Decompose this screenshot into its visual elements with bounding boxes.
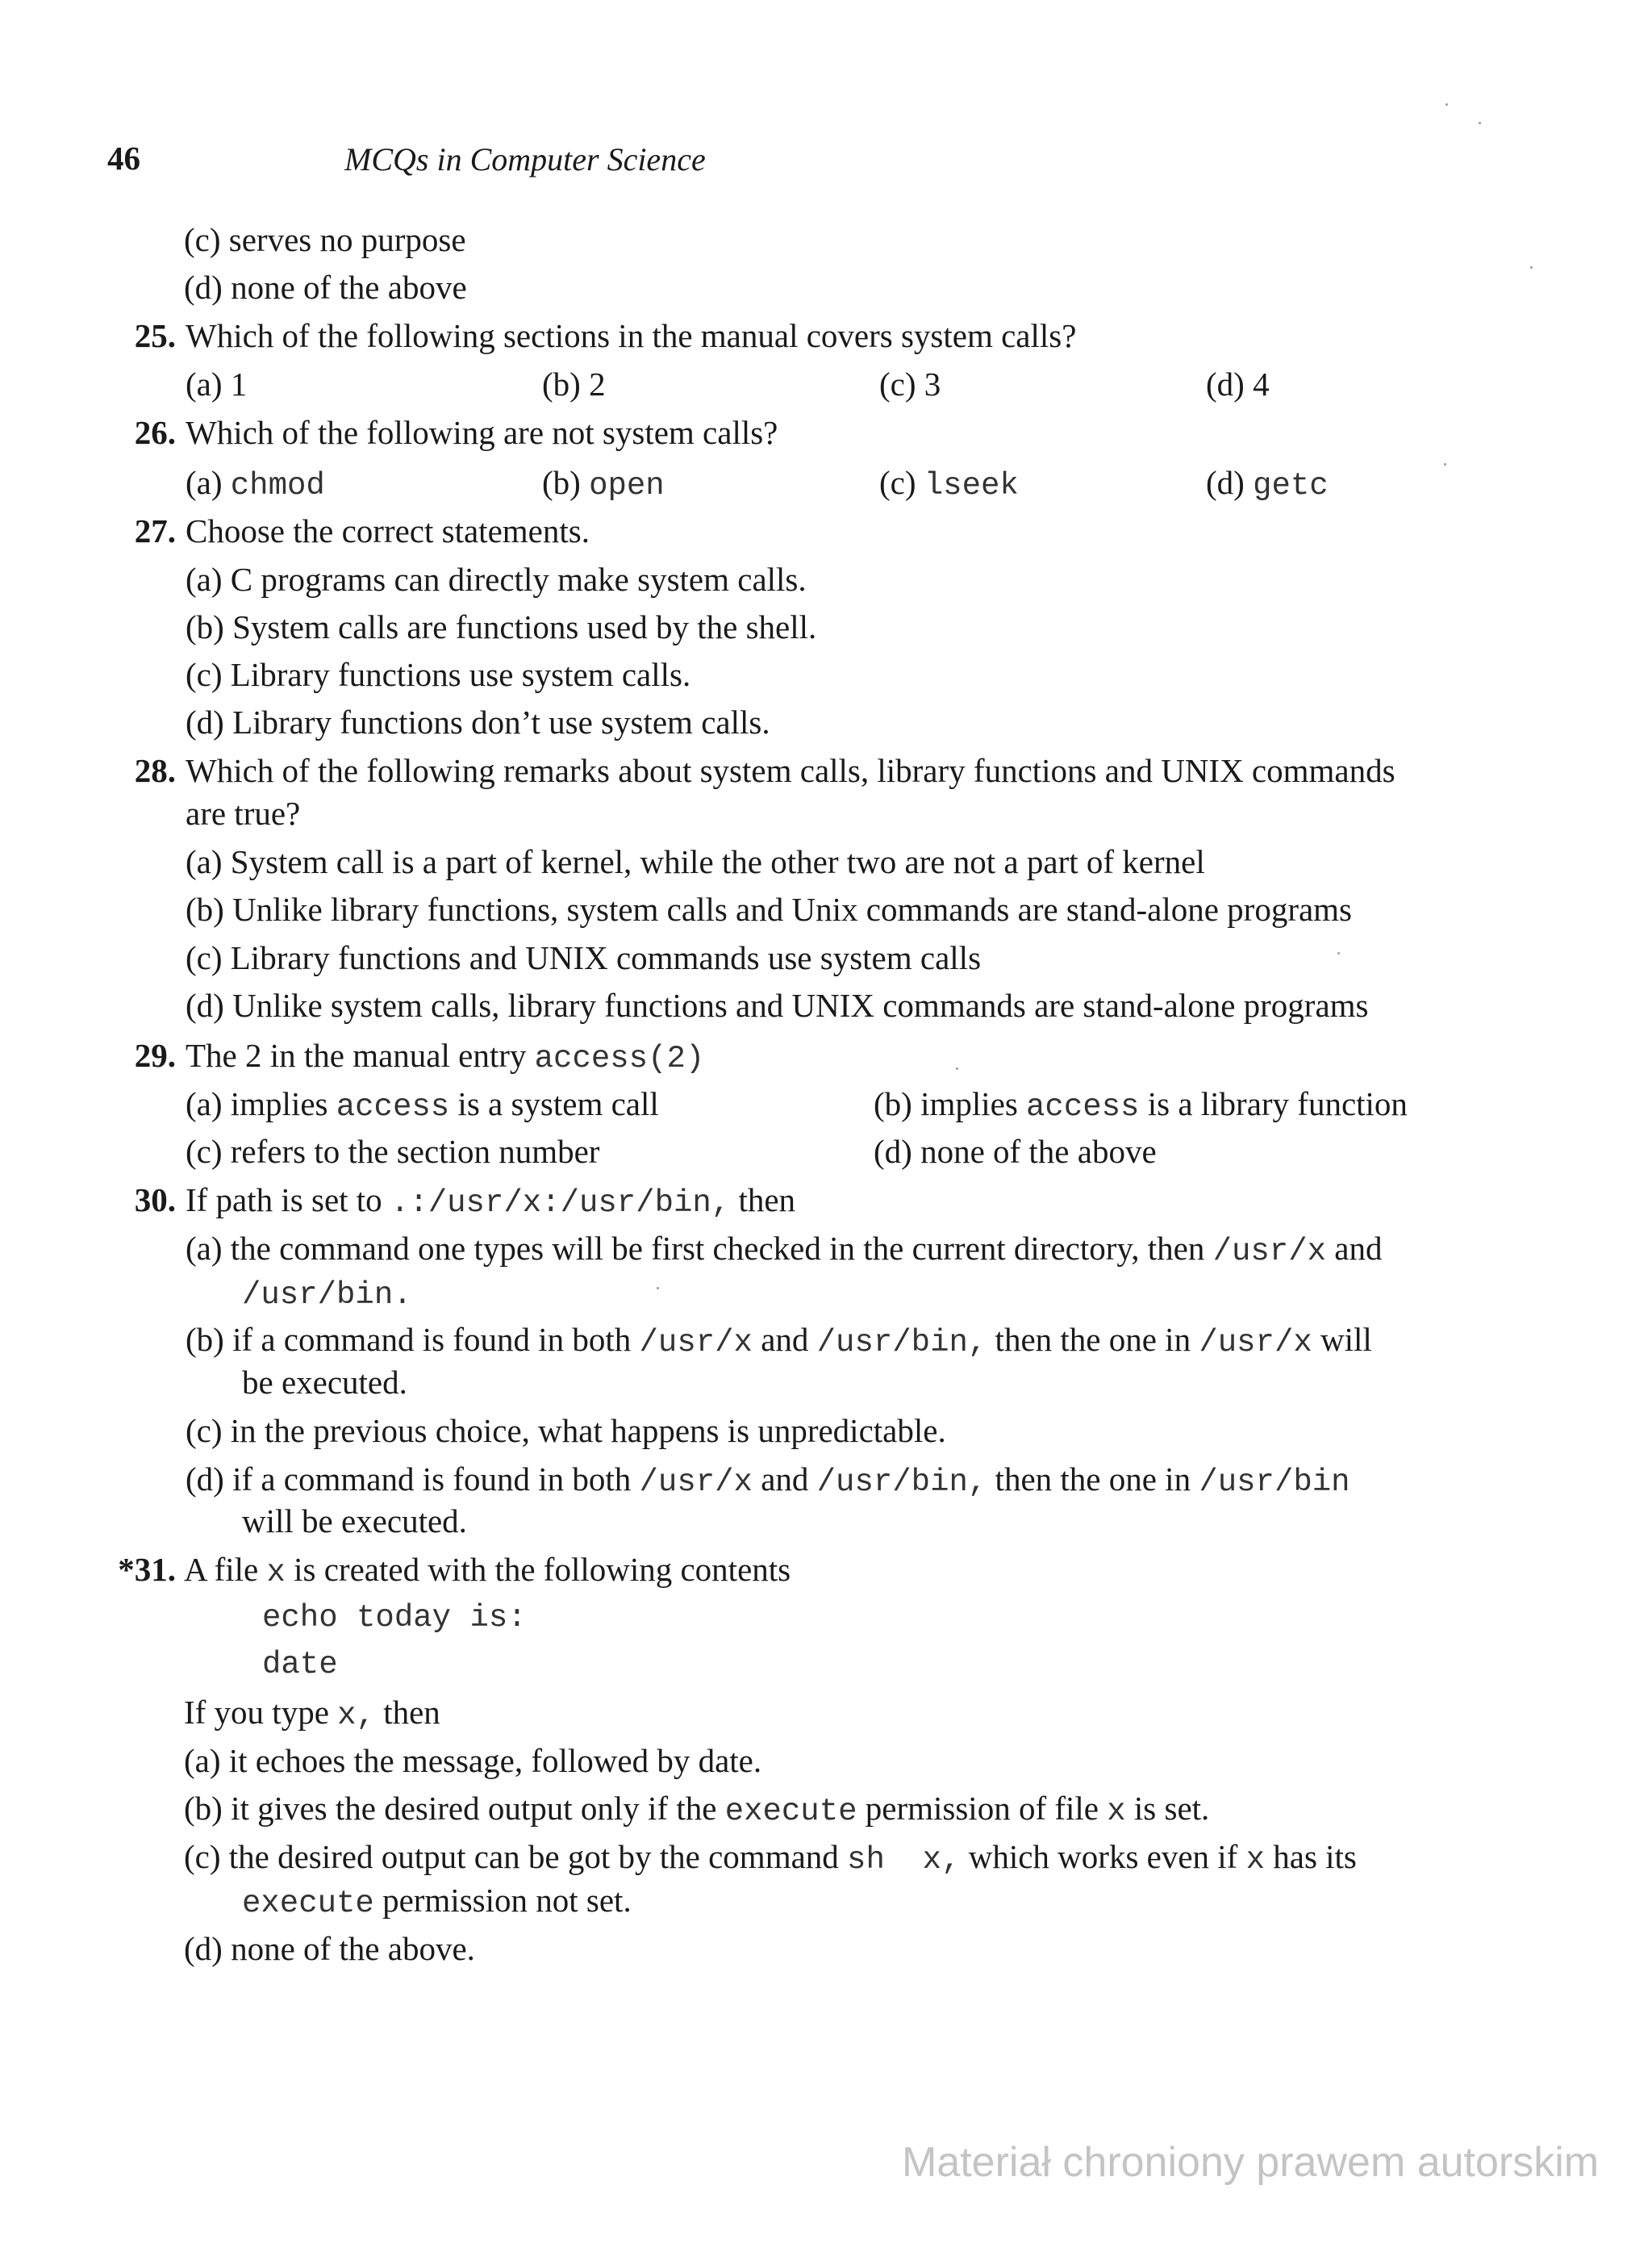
option-text: it echoes the message, followed by date. (228, 1742, 762, 1779)
option-code: /usr/x (1199, 1325, 1312, 1360)
option-text: is set. (1133, 1790, 1210, 1827)
option-text: Library functions and UNIX commands use system calls (230, 939, 982, 976)
option-c (184, 1836, 1357, 1880)
option-text: will (1320, 1321, 1372, 1358)
option-text: it gives the desired output only if the (231, 1790, 717, 1827)
option-label: (b) (186, 608, 224, 645)
option-d (874, 1131, 1157, 1172)
option-b (184, 1788, 1209, 1832)
scan-speck (1530, 266, 1533, 269)
question-text: Which of the following sections in the manual covers system calls? (186, 317, 1077, 354)
option-label: (d) (1206, 464, 1245, 501)
option-code: /usr/x (1212, 1234, 1327, 1269)
option-text: none of the above (920, 1133, 1157, 1170)
option-code: access (1026, 1089, 1140, 1125)
option-text: the command one types will be first checked in the current directory, then (230, 1230, 1205, 1267)
option-label: (a) (186, 843, 223, 880)
option-label: (c) (184, 1838, 221, 1875)
option-label: (a) (186, 561, 223, 598)
option-c (879, 364, 941, 404)
followup-plain: then (383, 1694, 440, 1731)
question-text (186, 1180, 795, 1223)
question-text-continued: are true? (186, 795, 301, 832)
option-text: which works even if (968, 1838, 1238, 1875)
file-name-code: x (266, 1555, 286, 1590)
option-label: (a) (186, 464, 223, 501)
option-text: Library functions use system calls. (230, 656, 691, 693)
running-title: MCQs in Computer Science (344, 141, 706, 178)
option-b (542, 364, 606, 404)
option-text: 1 (230, 366, 248, 403)
option-text: in the previous choice, what happens is unpredictable. (230, 1412, 946, 1449)
option-label: (d) (186, 987, 224, 1024)
option-label: (a) (184, 1742, 221, 1779)
option-c (879, 462, 1019, 506)
code-line: date (262, 1647, 338, 1682)
option-label: (c) (186, 1133, 223, 1170)
scan-speck (1444, 463, 1446, 466)
option-code: x (1107, 1794, 1126, 1829)
option-text: System calls are functions used by the shell. (232, 608, 817, 645)
option-d-continued: will be executed. (242, 1502, 467, 1540)
question-text-plain: The 2 in the manual entry (186, 1037, 527, 1074)
option-c (186, 654, 690, 695)
option-text: and (1334, 1230, 1383, 1267)
option-d (1206, 364, 1270, 404)
question-text: Which of the following remarks about system calls, library functions and UNIX commands (186, 752, 1395, 789)
question-number: 30. (134, 1181, 176, 1218)
option-text: and (761, 1321, 809, 1358)
followup-plain: If you type (184, 1694, 329, 1731)
option-a-continued (242, 1272, 412, 1315)
option-label: (d) (186, 704, 224, 741)
option-code: /usr/x (639, 1325, 753, 1360)
option-label: (a) (186, 366, 223, 403)
copyright-watermark: Materiał chroniony prawem autorskim (902, 2139, 1600, 2186)
option-text: then the one in (995, 1321, 1191, 1358)
option-a (184, 1740, 761, 1781)
option-a (186, 462, 325, 506)
option-text: System call is a part of kernel, while the other two are not a part of kernel (230, 843, 1205, 880)
option-label: (d) (186, 1460, 224, 1498)
option-code: /usr/bin. (242, 1277, 412, 1313)
option-text: none of the above (231, 269, 467, 306)
scan-speck (657, 1287, 659, 1289)
option-code: /usr/x (639, 1464, 753, 1500)
option-code: lseek (924, 468, 1019, 503)
option-b (186, 607, 816, 647)
option-d (186, 1459, 1350, 1502)
option-a (186, 1084, 659, 1127)
option-text: 4 (1253, 366, 1270, 403)
scan-speck (1337, 952, 1340, 955)
option-d (184, 1928, 475, 1969)
option-a (186, 364, 247, 404)
question-number: 28. (134, 752, 176, 789)
option-b-continued: be executed. (242, 1364, 407, 1401)
option-text: the desired output can be got by the command (228, 1838, 839, 1875)
scan-speck (1446, 103, 1448, 106)
option-d (1206, 462, 1329, 506)
option-d (186, 985, 1369, 1026)
option-label: (b) (542, 464, 581, 501)
option-text: 3 (924, 366, 941, 403)
option-c (186, 938, 981, 978)
option-label: (a) (186, 1230, 223, 1267)
option-code: /usr/bin, (816, 1464, 987, 1500)
question-text-plain: If path is set to (186, 1181, 382, 1218)
question-number: 29. (134, 1037, 176, 1074)
option-label: (d) (1206, 366, 1245, 403)
option-text: permission not set. (382, 1882, 632, 1919)
option-code: access (336, 1089, 450, 1125)
question-number: 25. (134, 317, 176, 354)
option-code: x (1245, 1842, 1265, 1878)
option-a (186, 1228, 1382, 1272)
question-number: *31. (118, 1551, 176, 1588)
question-text-plain: A file (184, 1551, 259, 1588)
option-text: then the one in (995, 1460, 1191, 1498)
option-text: Unlike system calls, library functions and UNIX commands are stand-alone programs (232, 987, 1369, 1024)
option-code: /usr/bin, (816, 1325, 987, 1360)
option-label: (d) (874, 1133, 912, 1170)
option-text: permission of file (865, 1790, 1099, 1827)
option-text: if a command is found in both (232, 1321, 632, 1358)
option-text: is a system call (457, 1085, 659, 1122)
option-b (186, 889, 1352, 930)
question-text: Choose the correct statements. (186, 512, 590, 549)
question-text (186, 1035, 704, 1079)
option-label: (a) (186, 1085, 223, 1122)
option-label: (b) (184, 1790, 223, 1827)
option-label: (c) (186, 939, 223, 976)
option-text: if a command is found in both (232, 1460, 632, 1498)
option-label: (b) (186, 1321, 224, 1358)
option-d (184, 267, 467, 307)
option-text: is a library function (1147, 1085, 1408, 1122)
option-a (186, 559, 807, 600)
option-label: (c) (186, 656, 223, 693)
option-b (874, 1084, 1408, 1127)
option-label: (c) (879, 464, 916, 501)
path-code: .:/usr/x:/usr/bin, (390, 1185, 731, 1221)
question-text-plain: then (738, 1181, 796, 1218)
question-text-plain: is created with the following contents (294, 1551, 791, 1588)
option-text: refers to the section number (230, 1133, 600, 1170)
page-number: 46 (107, 140, 140, 177)
option-d (186, 702, 770, 742)
option-text: 2 (589, 366, 606, 403)
option-code: open (589, 468, 665, 503)
option-code: /usr/bin (1199, 1464, 1350, 1500)
question-number: 26. (134, 414, 176, 451)
option-c-continued (242, 1880, 632, 1924)
followup-text (184, 1692, 440, 1736)
option-text: serves no purpose (228, 221, 466, 258)
manual-entry-code: access(2) (534, 1041, 705, 1076)
option-text: and (761, 1460, 809, 1498)
option-code: sh x, (847, 1842, 961, 1878)
option-b (186, 1319, 1372, 1363)
option-label: (b) (874, 1085, 912, 1122)
option-text: C programs can directly make system calls. (230, 561, 807, 598)
option-label: (c) (879, 366, 916, 403)
option-text: implies (230, 1085, 328, 1122)
scan-speck (956, 1067, 958, 1070)
option-a (186, 842, 1205, 882)
option-code: chmod (230, 468, 325, 503)
option-label: (b) (542, 366, 581, 403)
option-text: Library functions don’t use system calls. (232, 704, 770, 741)
option-b (542, 462, 665, 506)
code-line: echo today is: (262, 1600, 527, 1636)
option-label: (d) (184, 1930, 223, 1967)
question-text (184, 1549, 791, 1593)
scan-speck (1479, 122, 1481, 124)
option-text: has its (1273, 1838, 1357, 1875)
option-text: Unlike library functions, system calls and Unix commands are stand-alone programs (232, 891, 1353, 928)
option-label: (c) (184, 221, 221, 258)
option-code: execute (242, 1886, 374, 1921)
followup-code: x, (337, 1698, 375, 1733)
option-c (186, 1410, 946, 1451)
option-code: execute (724, 1794, 857, 1829)
option-c (186, 1131, 599, 1172)
option-label: (d) (184, 269, 223, 306)
option-c (184, 219, 466, 260)
option-label: (c) (186, 1412, 223, 1449)
option-code: getc (1253, 468, 1329, 503)
option-label: (b) (186, 891, 224, 928)
question-number: 27. (134, 512, 176, 549)
option-text: implies (920, 1085, 1018, 1122)
question-text: Which of the following are not system calls? (186, 414, 778, 451)
option-text: none of the above. (231, 1930, 475, 1967)
